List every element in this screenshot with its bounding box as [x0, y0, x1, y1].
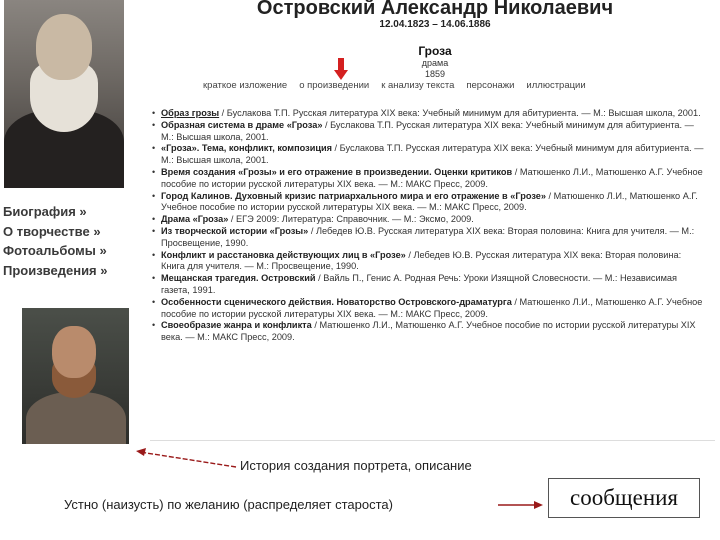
- article-link[interactable]: Время создания «Грозы» и его отражение в произведении. Оценки критиков: [161, 166, 513, 177]
- tab-text-analysis[interactable]: к анализу текста: [381, 80, 455, 91]
- work-info: [385, 44, 485, 80]
- tab-characters[interactable]: персонажи: [466, 80, 515, 91]
- article-source: / Вайль П., Генис А. Родная Речь: Уроки Изящной Словесности. — М.: Независимая газета, 1991.: [161, 273, 678, 295]
- list-item: [152, 250, 704, 274]
- nav-photo-albums-link[interactable]: Фотоальбомы »: [3, 243, 107, 258]
- page-title: Островский Александр Николаевич: [256, 0, 614, 19]
- article-source: / Матюшенко Л.И., Матюшенко А.Г. Учебное пособие по истории русской литературы XIX века. — М.: МАКС Пресс, 2009.: [161, 320, 696, 343]
- bullet-icon: •: [152, 108, 156, 118]
- tab-summary[interactable]: краткое изложение: [203, 80, 288, 91]
- tab-about-work[interactable]: о произведении: [299, 80, 370, 91]
- article-source: / Буслакова Т.П. Русская литература XIX века: Учебный минимум для абитуриента. — М.: Высшая школа, 2001.: [161, 143, 704, 166]
- bullet-icon: •: [152, 190, 156, 201]
- nav-biography-link[interactable]: Биография »: [3, 204, 87, 219]
- list-item: [152, 320, 704, 344]
- bullet-icon: •: [152, 249, 156, 260]
- bullet-icon: •: [152, 214, 156, 225]
- author-portrait-painting: [22, 308, 129, 444]
- list-item: [152, 143, 704, 167]
- article-link[interactable]: Образная система в драме «Гроза»: [161, 119, 323, 130]
- list-item: [152, 191, 704, 215]
- article-link[interactable]: Образ грозы: [161, 108, 220, 118]
- author-portrait-photo: [4, 0, 124, 188]
- nav-works-link[interactable]: Произведения »: [3, 262, 108, 278]
- life-dates: 12.04.1823 – 14.06.1886: [379, 19, 491, 30]
- article-link[interactable]: Своеобразие жанра и конфликта: [161, 320, 312, 331]
- bullet-icon: •: [152, 143, 156, 154]
- article-source: / Матюшенко Л.И., Матюшенко А.Г. Учебное пособие по истории русской литературы XIX века. — М.: МАКС Пресс, 2009.: [161, 166, 703, 189]
- bullet-icon: •: [152, 320, 156, 331]
- article-source: / Буслакова Т.П. Русская литература XIX века: Учебный минимум для абитуриента. — М.: Высшая школа, 2001.: [161, 119, 694, 142]
- article-source: / Лебедев Ю.В. Русская литература XIX века: Вторая половина: Книга для учителя. — М.: Просвещение, 1990.: [161, 225, 695, 248]
- article-source: / Матюшенко Л.И., Матюшенко А.Г. Учебное пособие по истории русской литературы XIX века. — М.: МАКС Пресс, 2009.: [161, 296, 703, 319]
- bullet-icon: •: [152, 166, 156, 177]
- list-item: [152, 167, 704, 191]
- bullet-icon: •: [152, 119, 156, 130]
- article-source: / Матюшенко Л.И., Матюшенко А.Г. Учебное пособие по истории русской литературы XIX века. — М.: МАКС Пресс, 2009.: [161, 190, 698, 213]
- work-title: Гроза: [418, 44, 452, 58]
- article-link[interactable]: Мещанская трагедия. Островский: [161, 273, 316, 284]
- side-nav: [3, 202, 107, 280]
- tab-illustrations[interactable]: иллюстрации: [526, 80, 586, 91]
- portrait-pointer-line: [140, 452, 236, 467]
- article-source: / ЕГЭ 2009: Литература: Справочник. — М.: Эксмо, 2009.: [228, 214, 474, 225]
- list-item: [152, 108, 704, 120]
- list-item: [152, 120, 704, 144]
- oral-caption: Устно (наизусть) по желанию (распределяет староста): [64, 497, 393, 512]
- work-tabs: [203, 80, 586, 91]
- bibliography-list: [152, 108, 704, 344]
- portrait-caption: История создания портрета, описание: [240, 458, 472, 473]
- article-link[interactable]: Конфликт и расстановка действующих лиц в «Грозе»: [161, 249, 406, 260]
- article-link[interactable]: Из творческой истории «Грозы»: [161, 225, 309, 236]
- bullet-icon: •: [152, 273, 156, 284]
- divider: [150, 440, 715, 441]
- article-source: / Буслакова Т.П. Русская литература XIX века: Учебный минимум для абитуриента. — М.: Высшая школа, 2001.: [219, 108, 701, 118]
- work-genre: драма: [421, 58, 449, 68]
- article-link[interactable]: Драма «Гроза»: [161, 214, 229, 225]
- left-column: [0, 0, 142, 440]
- nav-creativity-link[interactable]: О творчестве »: [3, 223, 101, 239]
- list-item: [152, 226, 704, 250]
- article-link[interactable]: Город Калинов. Духовный кризис патриархального мира и его отражение в «Грозе»: [161, 190, 546, 201]
- article-link[interactable]: Особенности сценического действия. Новаторство Островского-драматурга: [161, 296, 512, 307]
- red-arrow-down-icon: [334, 58, 348, 80]
- messages-pointer-arrowhead-icon: [534, 501, 543, 509]
- list-item: [152, 297, 704, 321]
- messages-box: сообщения: [548, 478, 700, 518]
- work-year: 1859: [424, 69, 446, 79]
- bullet-icon: •: [152, 225, 156, 236]
- bullet-icon: •: [152, 296, 156, 307]
- article-source: / Лебедев Ю.В. Русская литература XIX века: Вторая половина: Книга для учителя. — М.: Просвещение, 1990.: [161, 249, 682, 272]
- list-item: [152, 214, 704, 226]
- portrait-pointer-arrowhead-icon: [136, 448, 146, 456]
- list-item: [152, 273, 704, 297]
- article-link[interactable]: «Гроза». Тема, конфликт, композиция: [161, 143, 332, 154]
